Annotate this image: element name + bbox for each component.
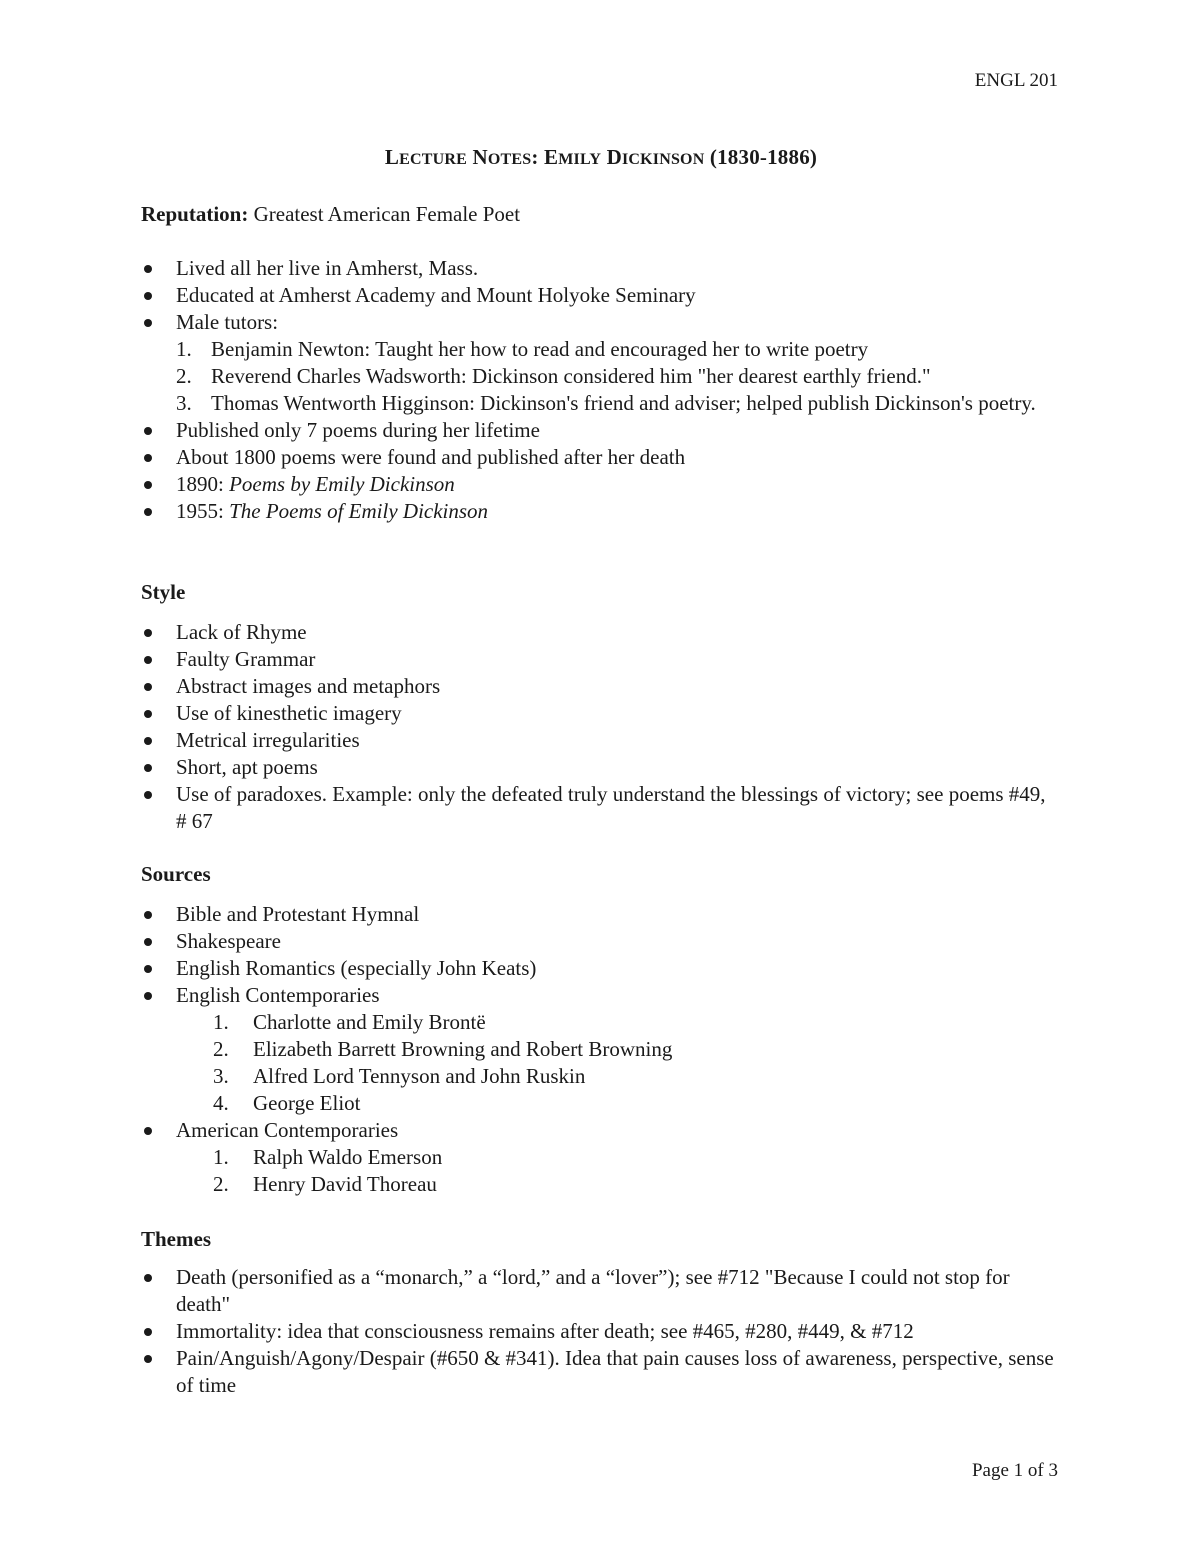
list-item: Use of kinesthetic imagery [141, 700, 1061, 727]
list-number: 4. [213, 1091, 229, 1115]
list-item: Pain/Anguish/Agony/Despair (#650 & #341). Idea that pain causes loss of awareness, perspective, sense of time [141, 1345, 1061, 1399]
list-item-text: Reverend Charles Wadsworth: Dickinson considered him "her dearest earthly friend." [211, 364, 931, 388]
list-number: 1. [213, 1010, 229, 1034]
title-smallcaps-dickinson: ICKINSON [621, 151, 705, 168]
list-item: Immortality: idea that consciousness remains after death; see #465, #280, #449, & #712 [141, 1318, 1061, 1345]
list-item: Metrical irregularities [141, 727, 1061, 754]
list-number: 2. [176, 364, 192, 388]
bio-list [141, 255, 1061, 525]
list-item-text: Benjamin Newton: Taught her how to read and encouraged her to write poetry [211, 337, 869, 361]
list-item: Abstract images and metaphors [141, 673, 1061, 700]
section-heading-sources: Sources [141, 862, 211, 886]
list-item: Lack of Rhyme [141, 619, 1061, 646]
title-smallcaps-emily: MILY [558, 151, 602, 168]
list-item [176, 336, 1061, 363]
list-item: English Romantics (especially John Keats) [141, 955, 1061, 982]
title-years: (1830-1886) [709, 145, 818, 169]
list-item: Bible and Protestant Hymnal [141, 901, 1061, 928]
list-number: 2. [213, 1037, 229, 1061]
list-item-text: Ralph Waldo Emerson [253, 1145, 443, 1169]
publication-title: Poems by Emily Dickinson [229, 472, 455, 496]
list-item [176, 390, 1061, 417]
list-item [141, 1063, 1061, 1090]
list-item-label: Male tutors: [176, 310, 279, 334]
tutors-list [176, 336, 1061, 417]
list-item: Published only 7 poems during her lifetime [141, 417, 1061, 444]
list-item: About 1800 poems were found and published after her death [141, 444, 1061, 471]
title-cap-n: N [472, 145, 488, 169]
title-cap-l: L [384, 145, 400, 169]
list-number: 2. [213, 1172, 229, 1196]
list-item-text: Elizabeth Barrett Browning and Robert Browning [253, 1037, 673, 1061]
list-item-text: Charlotte and Emily Brontë [253, 1010, 486, 1034]
title-colon: : [531, 145, 539, 169]
page-title [141, 145, 1061, 170]
section-heading-style: Style [141, 580, 186, 604]
sources-list [141, 901, 1061, 1198]
english-contemporaries-list [176, 1009, 1061, 1117]
list-item: Use of paradoxes. Example: only the defeated truly understand the blessings of victory; see poems #49, # 67 [141, 781, 1061, 835]
page-number: Page 1 of 3 [971, 1460, 1058, 1481]
reputation-line [141, 202, 520, 227]
list-item [141, 1117, 1061, 1198]
list-item-label: English Contemporaries [176, 983, 380, 1007]
list-item [176, 363, 1061, 390]
title-cap-d: D [606, 145, 622, 169]
list-item [141, 309, 1061, 417]
themes-list [141, 1264, 1061, 1399]
list-item [141, 1090, 1061, 1117]
title-cap-e: E [544, 145, 559, 169]
list-item: Death (personified as a “monarch,” a “lord,” and a “lover”); see #712 "Because I could not stop for death" [141, 1264, 1061, 1318]
list-item [141, 1009, 1061, 1036]
list-number: 3. [213, 1064, 229, 1088]
american-contemporaries-list [176, 1144, 1061, 1198]
list-item-text: Thomas Wentworth Higginson: Dickinson's friend and adviser; helped publish Dickinson's poetry. [211, 391, 1036, 415]
list-item: Faulty Grammar [141, 646, 1061, 673]
list-item-text: Henry David Thoreau [253, 1172, 437, 1196]
style-list [141, 619, 1061, 835]
list-item: Lived all her live in Amherst, Mass. [141, 255, 1061, 282]
list-number: 1. [176, 337, 192, 361]
reputation-text: Greatest American Female Poet [248, 202, 521, 226]
list-item [141, 1171, 1061, 1198]
list-item: Educated at Amherst Academy and Mount Holyoke Seminary [141, 282, 1061, 309]
list-number: 1. [213, 1145, 229, 1169]
course-code: ENGL 201 [974, 70, 1058, 91]
publication-year: 1955: [176, 499, 230, 523]
title-smallcaps-notes: OTES [487, 151, 532, 168]
list-item [141, 1036, 1061, 1063]
publication-year: 1890: [176, 472, 230, 496]
section-heading-themes: Themes [141, 1227, 211, 1251]
title-smallcaps-lecture: ECTURE [399, 151, 468, 168]
list-item [141, 498, 1061, 525]
list-item [141, 471, 1061, 498]
list-item-label: American Contemporaries [176, 1118, 399, 1142]
list-item-text: Alfred Lord Tennyson and John Ruskin [253, 1064, 586, 1088]
publication-title: The Poems of Emily Dickinson [229, 499, 489, 523]
list-item-text: George Eliot [253, 1091, 361, 1115]
list-item: Shakespeare [141, 928, 1061, 955]
list-item [141, 982, 1061, 1117]
list-item [141, 1144, 1061, 1171]
list-item: Short, apt poems [141, 754, 1061, 781]
reputation-label: Reputation: [141, 202, 249, 226]
list-number: 3. [176, 391, 192, 415]
